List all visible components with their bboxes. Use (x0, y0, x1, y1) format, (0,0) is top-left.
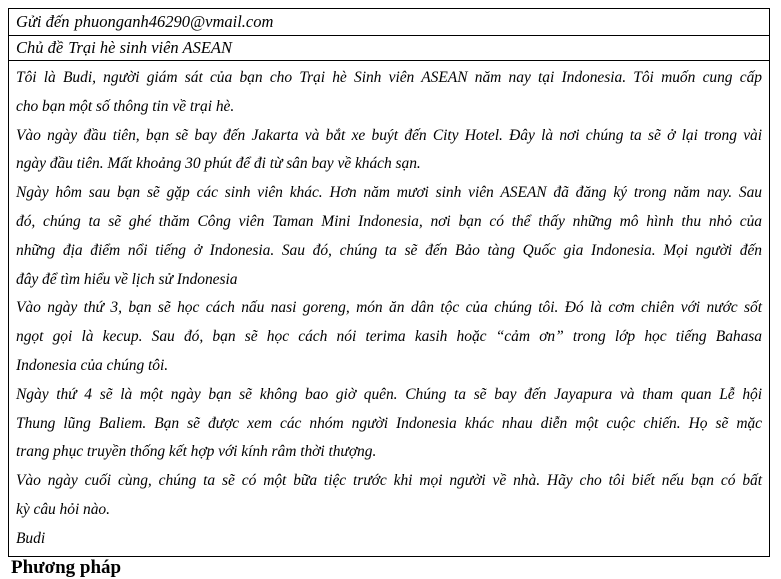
email-subject-row (9, 36, 769, 61)
text-line: Ngày thứ 4 sẽ là một ngày bạn sẽ không bao giờ quên. Chúng ta sẽ bay đến Jayapura và tham quan Lễ hội (16, 385, 762, 403)
text-line: những địa điểm nổi tiếng ở Indonesia. Sau đó, chúng ta sẽ đến Bảo tàng Quốc gia Indonesia. Mọi người đến (16, 241, 762, 259)
text-line: trang phục truyền thống kết hợp với kính râm thời thượng. (16, 443, 377, 461)
text-line: Indonesia của chúng tôi. (16, 356, 169, 374)
text-line: Vào ngày đầu tiên, bạn sẽ bay đến Jakarta và bắt xe buýt đến City Hotel. Đây là nơi chúng ta sẽ ở lại trong vài (16, 126, 762, 144)
text-line: Ngày hôm sau bạn sẽ gặp các sinh viên khác. Hơn năm mươi sinh viên ASEAN đã đăng ký trong năm nay. Sau (16, 184, 762, 202)
email-table (8, 8, 770, 557)
to-email: phuonganh46290@vmail.com (74, 12, 274, 31)
email-body (9, 61, 769, 556)
subject-label: Chủ đề (16, 38, 64, 57)
paragraph (16, 122, 762, 180)
text-line: ngày đầu tiên. Mất khoảng 30 phút để đi từ sân bay về khách sạn. (16, 155, 421, 173)
email-to-row (9, 9, 769, 36)
text-line: Vào ngày cuối cùng, chúng ta sẽ có một bữa tiệc trước khi mọi người về nhà. Hãy cho tôi biết nếu bạn có bất (16, 472, 762, 490)
text-line: đó, chúng ta sẽ ghé thăm Công viên Taman Mini Indonesia, nơi bạn có thể thấy những mô hình thu nhỏ của (16, 212, 762, 230)
paragraph (16, 179, 762, 294)
subject-text: Trại hè sinh viên ASEAN (68, 38, 232, 57)
text-line: Tôi là Budi, người giám sát của bạn cho Trại hè Sinh viên ASEAN năm nay tại Indonesia. Tôi muốn cung cấp (16, 69, 762, 86)
to-label: Gửi đến (16, 12, 70, 31)
paragraph (16, 467, 762, 525)
paragraph (16, 64, 762, 122)
text-line: đây để tìm hiểu về lịch sử Indonesia (16, 270, 238, 288)
paragraph (16, 381, 762, 467)
text-line: Thung lũng Baliem. Bạn sẽ được xem các nhóm người Indonesia khác nhau diễn một cuộc chiến. Họ sẽ mặc (16, 414, 762, 432)
clipped-heading: Phương pháp (11, 557, 122, 578)
text-line: kỳ câu hỏi nào. (16, 500, 110, 518)
paragraph (16, 294, 762, 380)
text-line: cho bạn một số thông tin về trại hè. (16, 97, 235, 115)
text-line: Vào ngày thứ 3, bạn sẽ học cách nấu nasi goreng, món ăn dân tộc của chúng tôi. Đó là cơm chiên với nước sốt (16, 299, 762, 317)
signature: Budi (16, 529, 46, 547)
text-line: ngọt gọi là kecup. Sau đó, bạn sẽ học cách nói terima kasih hoặc “cảm ơn” trong lớp học tiếng Bahasa (16, 328, 762, 346)
